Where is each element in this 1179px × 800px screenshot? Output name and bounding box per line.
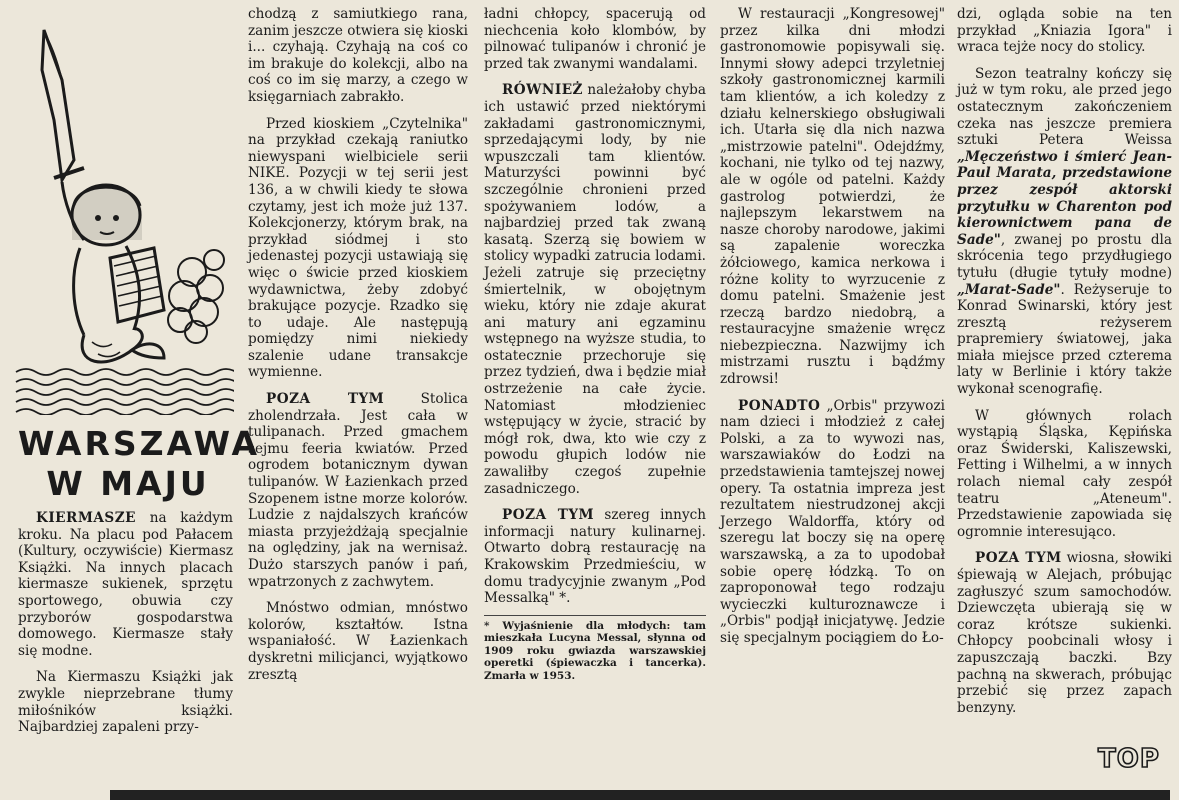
paragraph: Przed kioskiem „Czytelnika" na przykład czekają raniutko niewyspani wielbiciele serii NIKE. Pozycji w tej serii jest 136, a w chwili kiedy te słowa czytamy, jest ich może już 137. Kolekcjonerzy, którym brak, na przykład siódmej i sto jedenastej pozycji ustawiają się więc o świcie przed kioskiem wydawnictwa, żeby zdobyć brakujące pozycje. Rzadko się to udaje. Ale następują pomiędzy nimi niekiedy szalenie udane transakcje wymienne. [248, 115, 468, 381]
paragraph: W restauracji „Kongresowej" przez kilka dni młodzi gastronomowie popisywali się. Innymi słowy adepci trzyletniej szkoły gastronomicznej karmili tam klientów, a ich koledzy z działu kelnerskiego obsługiwali ich. Utarła się dla nich nazwa „mistrzowie patelni". Odejdźmy, kochani, nie tylko od tej nazwy, ale w ogóle od patelni. Każdy gastrolog potwierdzi, że najlepszym lekarstwem na nasze choroby narodowe, jakimi są zapalenie woreczka żółciowego, kamica nerkowa i różne kolity to wyrzucenie z domu patelni. Smażenie jest rzeczą bardzo niedobrą, a restauracyjne smażenie wręcz niebezpieczna. Nazwijmy ich mistrzami rusztu i bądźmy zdrowsi! [720, 6, 945, 388]
paragraph: RÓWNIEŻ należałoby chyba ich ustawić przed niektórymi zakładami gastronomicznymi, sprzedającymi lody, by nie wpuszczali tam klientów. Maturzyści powinni być szczególnie chronieni przed spożywaniem lodów, a najbardziej przed tak zwaną kasatą. Szerzą się bowiem w stolicy wypadki zatrucia lodami. Jeżeli zatruje się przeciętny śmiertelnik, w obojętnym wieku, który nie zdaje akurat ani matury ani egzaminu wstępnego na wyższe studia, to ostatecznie przechoruje się przez tydzień, dwa i będzie miał ostrzeżenie na całe życie. Natomiast młodzieniec wstępujący w życie, stracić by mógł rok, dwa, kto wie czy z powodu głupich lodów nie zawaliłby czegoś zupełnie zasadniczego. [484, 82, 706, 497]
column-1 [18, 510, 233, 738]
column-2 [248, 6, 468, 685]
paragraph: chodzą z samiutkiego rana, zanim jeszcze otwiera się kioski i... czyhają. Czyhają na coś co im brakuje do kolekcji, albo na coś co im się marzy, a czego w księgarniach zabrakło. [248, 6, 468, 105]
paragraph-lead: POZA TYM [266, 391, 385, 408]
column-5 [957, 6, 1172, 718]
article-title [18, 424, 261, 504]
bottom-rule [110, 790, 1170, 800]
paragraph: POZA TYM wiosna, słowiki śpiewają w Alejach, próbując zagłuszyć szum samochodów. Dziewczęta ubierają się w coraz krótsze sukienki. Chłopcy poobcinali włosy i zapuszczają baczki. Bzy pachną na skwerach, próbując przebić się przez zapach benzyny. [957, 550, 1172, 716]
paragraph: dzi, ogląda sobie na ten przykład „Kniazia Igora" i wraca tejże nocy do stolicy. [957, 6, 1172, 56]
footnote-lead: * Wyjaśnienie dla młodych: [484, 619, 671, 632]
paragraph: KIERMASZE na każdym kroku. Na placu pod Pałacem (Kultury, oczywiście) Kiermasz Książki. Na innych placach kiermasze sukienek, sprzętu sportowego, obuwia czy przyborów gospodarstwa domowego. Kiermasze stały się modne. [18, 510, 233, 659]
paragraph-lead: PONADTO [738, 397, 821, 414]
footnote: * Wyjaśnienie dla młodych: tam mieszkała Lucyna Messal, słynna od 1909 roku gwiazda warszawskiej operetki (śpiewaczka i tancerka). Zmarła w 1953. [484, 615, 706, 683]
paragraph: Na Kiermaszu Książki jak zwykle nieprzebrane tłumy miłośników książki. Najbardziej zapaleni przy- [18, 669, 233, 736]
title-line-1: WARSZAWA [18, 424, 261, 463]
paragraph: Mnóstwo odmian, mnóstwo kolorów, kształtów. Istna wspaniałość. W Łazienkach dyskretni milicjanci, wyjątkowo zresztą [248, 600, 468, 683]
paragraph: POZA TYM Stolica zholendrzała. Jest cała w tulipanach. Przed gmachem sejmu feeria kwiatów. Przed ogrodem botanicznym dywan tulipanów. W Łazienkach przed Szopenem istne morze kolorów. Ludzie z najdalszych krańców miasta przyjeżdżają specjalnie na oględziny, jak na wernisaż. Dużo starszych panów i pań, wpatrzonych z zachwytem. [248, 391, 468, 590]
paragraph: PONADTO „Orbis" przywozi nam dzieci i młodzież z całej Polski, a za to wywozi nas, warszawiaków do Łodzi na przedstawienia tamtejszej nowej opery. Ta ostatnia impreza jest rezultatem niestrudzonej akcji Jerzego Waldorffa, który od szeregu lat boczy się na operę warszawską, a za to upodobał sobie operę łódzką. To on zaproponował tego rodzaju wycieczki kulturoznawcze i „Orbis" podjął inicjatywę. Jedzie się specjalnym pociągiem do Ło- [720, 397, 945, 646]
play-short-title: „Marat-Sade" [957, 281, 1061, 298]
column-3 [484, 6, 706, 684]
paragraph-lead: POZA TYM [975, 550, 1062, 567]
column-4 [720, 6, 945, 649]
paragraph: POZA TYM szereg innych informacji natury kulinarnej. Otwarto dobrą restaurację na Krakowskim Przedmieściu, w domu tradycyjnie zwanym „Pod Messalką" *. [484, 507, 706, 607]
play-title: „Męczeństwo i śmierć Jean-Paul Marata, przedstawione przez zespół aktorski przytułku w Charenton pod kierownictwem pana de Sade" [957, 148, 1172, 248]
paragraph: ładni chłopcy, spacerują od niechcenia koło klombów, by pilnować tulipanów i chronić je przed tak zwanymi wandalami. [484, 6, 706, 72]
top-logo: TOP [1098, 744, 1160, 774]
paragraph: W głównych rolach wystąpią Śląska, Kępińska oraz Świderski, Kaliszewski, Fetting i Wilhelmi, a w innych rolach niemal cały zespół teatru „Ateneum". Przedstawienie zapowiada się ogromnie interesująco. [957, 407, 1172, 540]
paragraph-lead: POZA TYM [502, 507, 595, 524]
mermaid-illustration [14, 10, 234, 415]
paragraph-lead: RÓWNIEŻ [502, 82, 583, 99]
paragraph: Sezon teatralny kończy się już w tym roku, ale przed jego ostatecznym zakończeniem czeka nas jeszcze premiera sztuki Petera Weissa „Męczeństwo i śmierć Jean-Paul Marata, przedstawione przez zespół aktorski przytułku w Charenton pod kierownictwem pana de Sade", zwanej po prostu dla skrócenia tego przydługiego tytułu (długie tytuły modne) „Marat-Sade". Reżyseruje to Konrad Swinarski, który jest zresztą reżyserem prapremiery światowej, jaka miała miejsce przed czterema laty w Berlinie i który także wykonał scenografię. [957, 65, 1172, 398]
paragraph-lead: KIERMASZE [36, 510, 137, 526]
title-line-2: W MAJU [46, 464, 210, 503]
